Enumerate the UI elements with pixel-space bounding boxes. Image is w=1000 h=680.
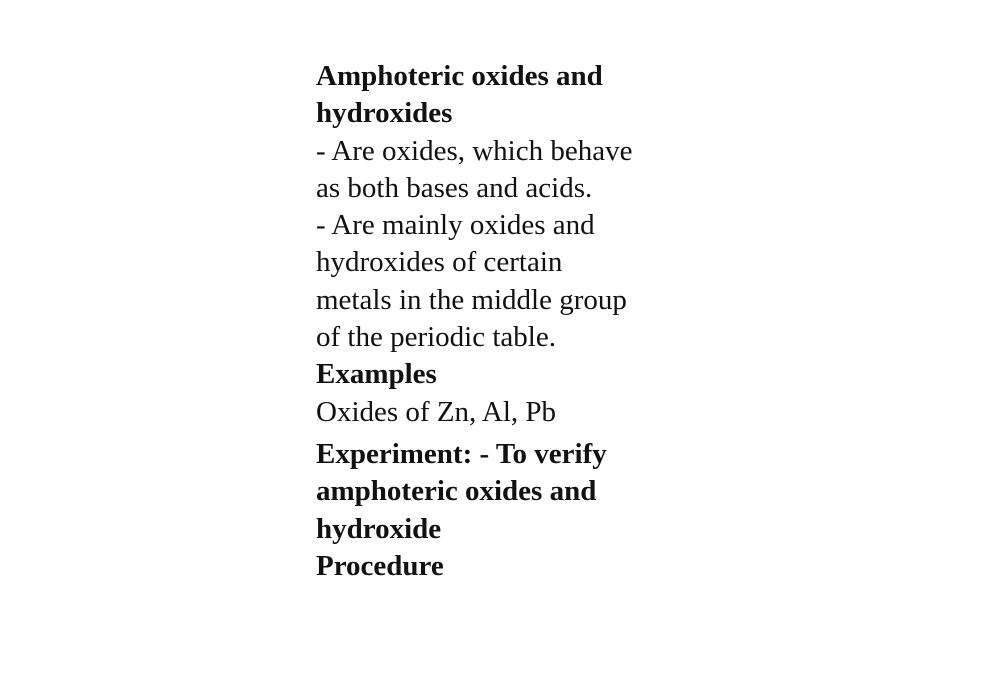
examples-text: Oxides of Zn, Al, Pb xyxy=(316,395,557,428)
body-line: - Are mainly oxides and xyxy=(316,209,595,242)
examples-heading: Examples xyxy=(316,358,437,391)
body-line: as both bases and acids. xyxy=(316,171,593,204)
experiment-heading-line: hydroxide xyxy=(316,512,442,545)
experiment-heading-line: amphoteric oxides and xyxy=(316,475,597,508)
procedure-heading: Procedure xyxy=(316,549,444,582)
body-line: hydroxides of certain xyxy=(316,246,563,279)
body-line: metals in the middle group xyxy=(316,283,627,316)
body-line: of the periodic table. xyxy=(316,321,556,354)
document-text-block xyxy=(316,58,696,585)
section-heading-line: hydroxides xyxy=(316,97,453,130)
experiment-heading-line: Experiment: - To verify xyxy=(316,437,607,470)
section-heading-line: Amphoteric oxides and xyxy=(316,60,603,92)
body-line: - Are oxides, which behave xyxy=(316,134,633,167)
